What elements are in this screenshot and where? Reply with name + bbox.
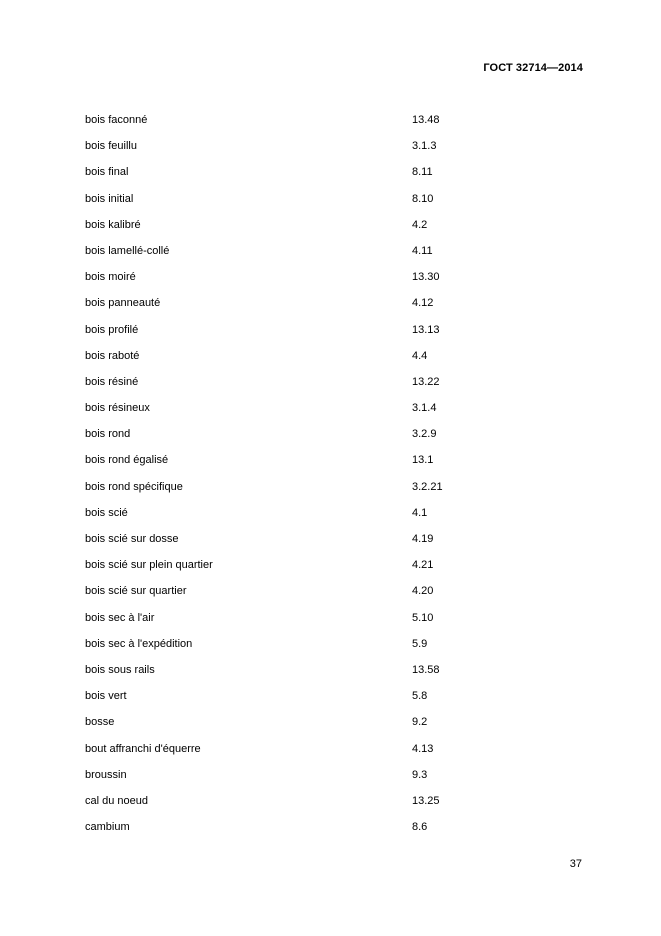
index-row bbox=[85, 769, 585, 795]
index-term: broussin bbox=[85, 768, 127, 781]
index-row bbox=[85, 114, 585, 140]
document-header: ГОСТ 32714—2014 bbox=[483, 62, 583, 74]
index-reference: 4.11 bbox=[412, 244, 433, 257]
index-term: bois résiné bbox=[85, 375, 139, 388]
index-reference: 3.2.21 bbox=[412, 480, 443, 493]
index-row bbox=[85, 507, 585, 533]
index-term: bois résineux bbox=[85, 402, 150, 415]
index-row bbox=[85, 559, 585, 585]
index-reference: 13.13 bbox=[412, 323, 440, 336]
index-term: bois moiré bbox=[85, 271, 136, 284]
index-reference: 4.21 bbox=[412, 559, 434, 572]
index-row bbox=[85, 376, 585, 402]
index-term: bois rond spécifique bbox=[85, 480, 183, 493]
index-reference: 13.25 bbox=[412, 794, 440, 807]
index-row bbox=[85, 350, 585, 376]
index-term: bois scié sur plein quartier bbox=[85, 559, 213, 572]
index-reference: 13.1 bbox=[412, 454, 434, 467]
index-reference: 5.10 bbox=[412, 611, 434, 624]
index-term: bois panneauté bbox=[85, 297, 161, 310]
index-term: bois sous rails bbox=[85, 663, 155, 676]
index-row bbox=[85, 166, 585, 192]
index-row bbox=[85, 324, 585, 350]
index-term: bois feuillu bbox=[85, 140, 137, 153]
index-row bbox=[85, 245, 585, 271]
index-term: bois kalibré bbox=[85, 218, 141, 231]
index-row bbox=[85, 821, 585, 847]
index-row bbox=[85, 140, 585, 166]
index-reference: 4.13 bbox=[412, 742, 434, 755]
index-term: bois initial bbox=[85, 192, 134, 205]
index-reference: 9.2 bbox=[412, 716, 428, 729]
index-term: bois raboté bbox=[85, 349, 140, 362]
index-row bbox=[85, 481, 585, 507]
index-term: bois final bbox=[85, 166, 129, 179]
index-term: bois rond égalisé bbox=[85, 454, 169, 467]
index-term: bois vert bbox=[85, 690, 127, 703]
index-reference: 4.2 bbox=[412, 218, 428, 231]
index-term: bois rond bbox=[85, 428, 131, 441]
index-row bbox=[85, 533, 585, 559]
index-row bbox=[85, 193, 585, 219]
index-term: cambium bbox=[85, 821, 130, 834]
index-reference: 3.1.3 bbox=[412, 140, 437, 153]
index-row bbox=[85, 795, 585, 821]
index-row bbox=[85, 454, 585, 480]
index-row bbox=[85, 743, 585, 769]
index-row bbox=[85, 690, 585, 716]
index-reference: 5.8 bbox=[412, 690, 428, 703]
index-term: bois scié sur quartier bbox=[85, 585, 187, 598]
index-row bbox=[85, 219, 585, 245]
index-row bbox=[85, 271, 585, 297]
index-row bbox=[85, 716, 585, 742]
index-term: bois scié sur dosse bbox=[85, 533, 179, 545]
index-row bbox=[85, 612, 585, 638]
index-row bbox=[85, 402, 585, 428]
index-reference: 4.1 bbox=[412, 506, 428, 519]
index-reference: 4.12 bbox=[412, 297, 434, 310]
index-reference: 4.4 bbox=[412, 349, 428, 362]
index-row bbox=[85, 428, 585, 454]
index-row bbox=[85, 297, 585, 323]
index-row bbox=[85, 638, 585, 664]
index-reference: 8.10 bbox=[412, 192, 434, 205]
index-reference: 8.6 bbox=[412, 821, 428, 834]
page-number: 37 bbox=[569, 858, 582, 870]
index-reference: 9.3 bbox=[412, 768, 428, 781]
index-term: bois profilé bbox=[85, 323, 139, 336]
index-term: bosse bbox=[85, 716, 115, 729]
index-reference: 13.58 bbox=[412, 663, 440, 676]
index-term: bois scié bbox=[85, 506, 128, 519]
index-term: bois faconné bbox=[85, 114, 148, 126]
index-row bbox=[85, 664, 585, 690]
index-reference: 4.19 bbox=[412, 533, 434, 545]
index-reference: 3.2.9 bbox=[412, 428, 437, 441]
index-term: bout affranchi d'équerre bbox=[85, 742, 201, 755]
index-term: cal du noeud bbox=[85, 794, 148, 807]
index-row bbox=[85, 585, 585, 611]
index-term: bois lamellé-collé bbox=[85, 244, 170, 257]
index-reference: 13.22 bbox=[412, 375, 440, 388]
index-reference: 13.48 bbox=[412, 114, 440, 126]
index-reference: 5.9 bbox=[412, 637, 428, 650]
index-reference: 8.11 bbox=[412, 166, 433, 179]
term-index-list bbox=[85, 114, 585, 847]
index-term: bois sec à l'air bbox=[85, 611, 155, 624]
index-reference: 4.20 bbox=[412, 585, 434, 598]
index-term: bois sec à l'expédition bbox=[85, 637, 193, 650]
index-reference: 13.30 bbox=[412, 271, 440, 284]
index-reference: 3.1.4 bbox=[412, 402, 437, 415]
